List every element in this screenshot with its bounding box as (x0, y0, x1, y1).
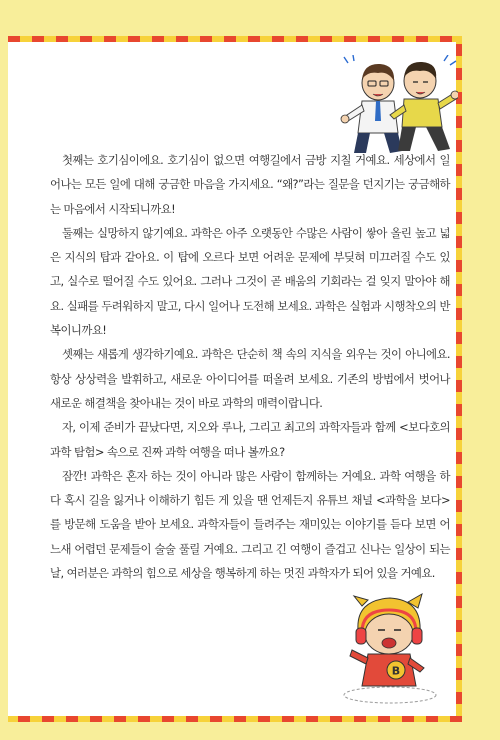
scientists-illustration (340, 55, 458, 155)
body-text (50, 148, 450, 585)
paragraph-invitation: 자, 이제 준비가 끝났다면, 지오와 루나, 그리고 최고의 과학자들과 함께 <보다호의 과학 탐험> 속으로 진짜 과학 여행을 떠나 볼까요? (50, 420, 450, 459)
paragraph-youtube: 잠깐! 과학은 혼자 하는 것이 아니라 많은 사람이 함께하는 거예요. 과학 여행을 하다 혹시 길을 잃거나 이해하기 힘든 게 있을 땐 언제든지 유튜브 채널 <과학을 보다>를 방문해 도움을 받아 보세요. 과학자들이 들려주는 재미있는 이야기를 듣다 보면 어느새 어렵던 문제들이 술술 풀릴 거예요. 그리고 긴 여행이 즐겁고 신나는 일상이 되는 날, 여러분은 과학의 힘으로 세상을 행복하게 하는 멋진 과학자가 되어 있을 거예요. (50, 468, 450, 581)
scientist-left (341, 55, 402, 153)
scientist-right (390, 55, 458, 151)
paragraph-new-thinking: 셋째는 새롭게 생각하기예요. 과학은 단순히 책 속의 지식을 외우는 것이 아니에요. 항상 상상력을 발휘하고, 새로운 아이디어를 떠올려 보세요. 기존의 방법에서 벗어나 새로운 해결책을 찾아내는 것이 바로 과학의 매력이랍니다. (50, 347, 450, 410)
badge-letter: B (391, 664, 401, 678)
paragraph-perseverance: 둘째는 실망하지 않기예요. 과학은 아주 오랫동안 수많은 사람이 쌓아 올린 높고 넓은 지식의 탑과 같아요. 이 탑에 오르다 보면 어려운 문제에 부딪혀 미끄러질 수도 있고, 실수로 떨어질 수도 있어요. 그러나 그것이 곧 배움의 기회라는 걸 잊지 말아야 해요. 실패를 두려워하지 말고, 다시 일어나 도전해 보세요. 과학은 실험과 시행착오의 반복이니까요! (50, 225, 450, 338)
paragraph-curiosity: 첫째는 호기심이에요. 호기심이 없으면 여행길에서 금방 지칠 거예요. 세상에서 일어나는 모든 일에 대해 궁금한 마음을 가지세요. “왜?”라는 질문을 던지기는 궁금해하는 마음에서 시작되니까요! (50, 153, 450, 216)
boy-headphones-illustration (338, 590, 438, 705)
